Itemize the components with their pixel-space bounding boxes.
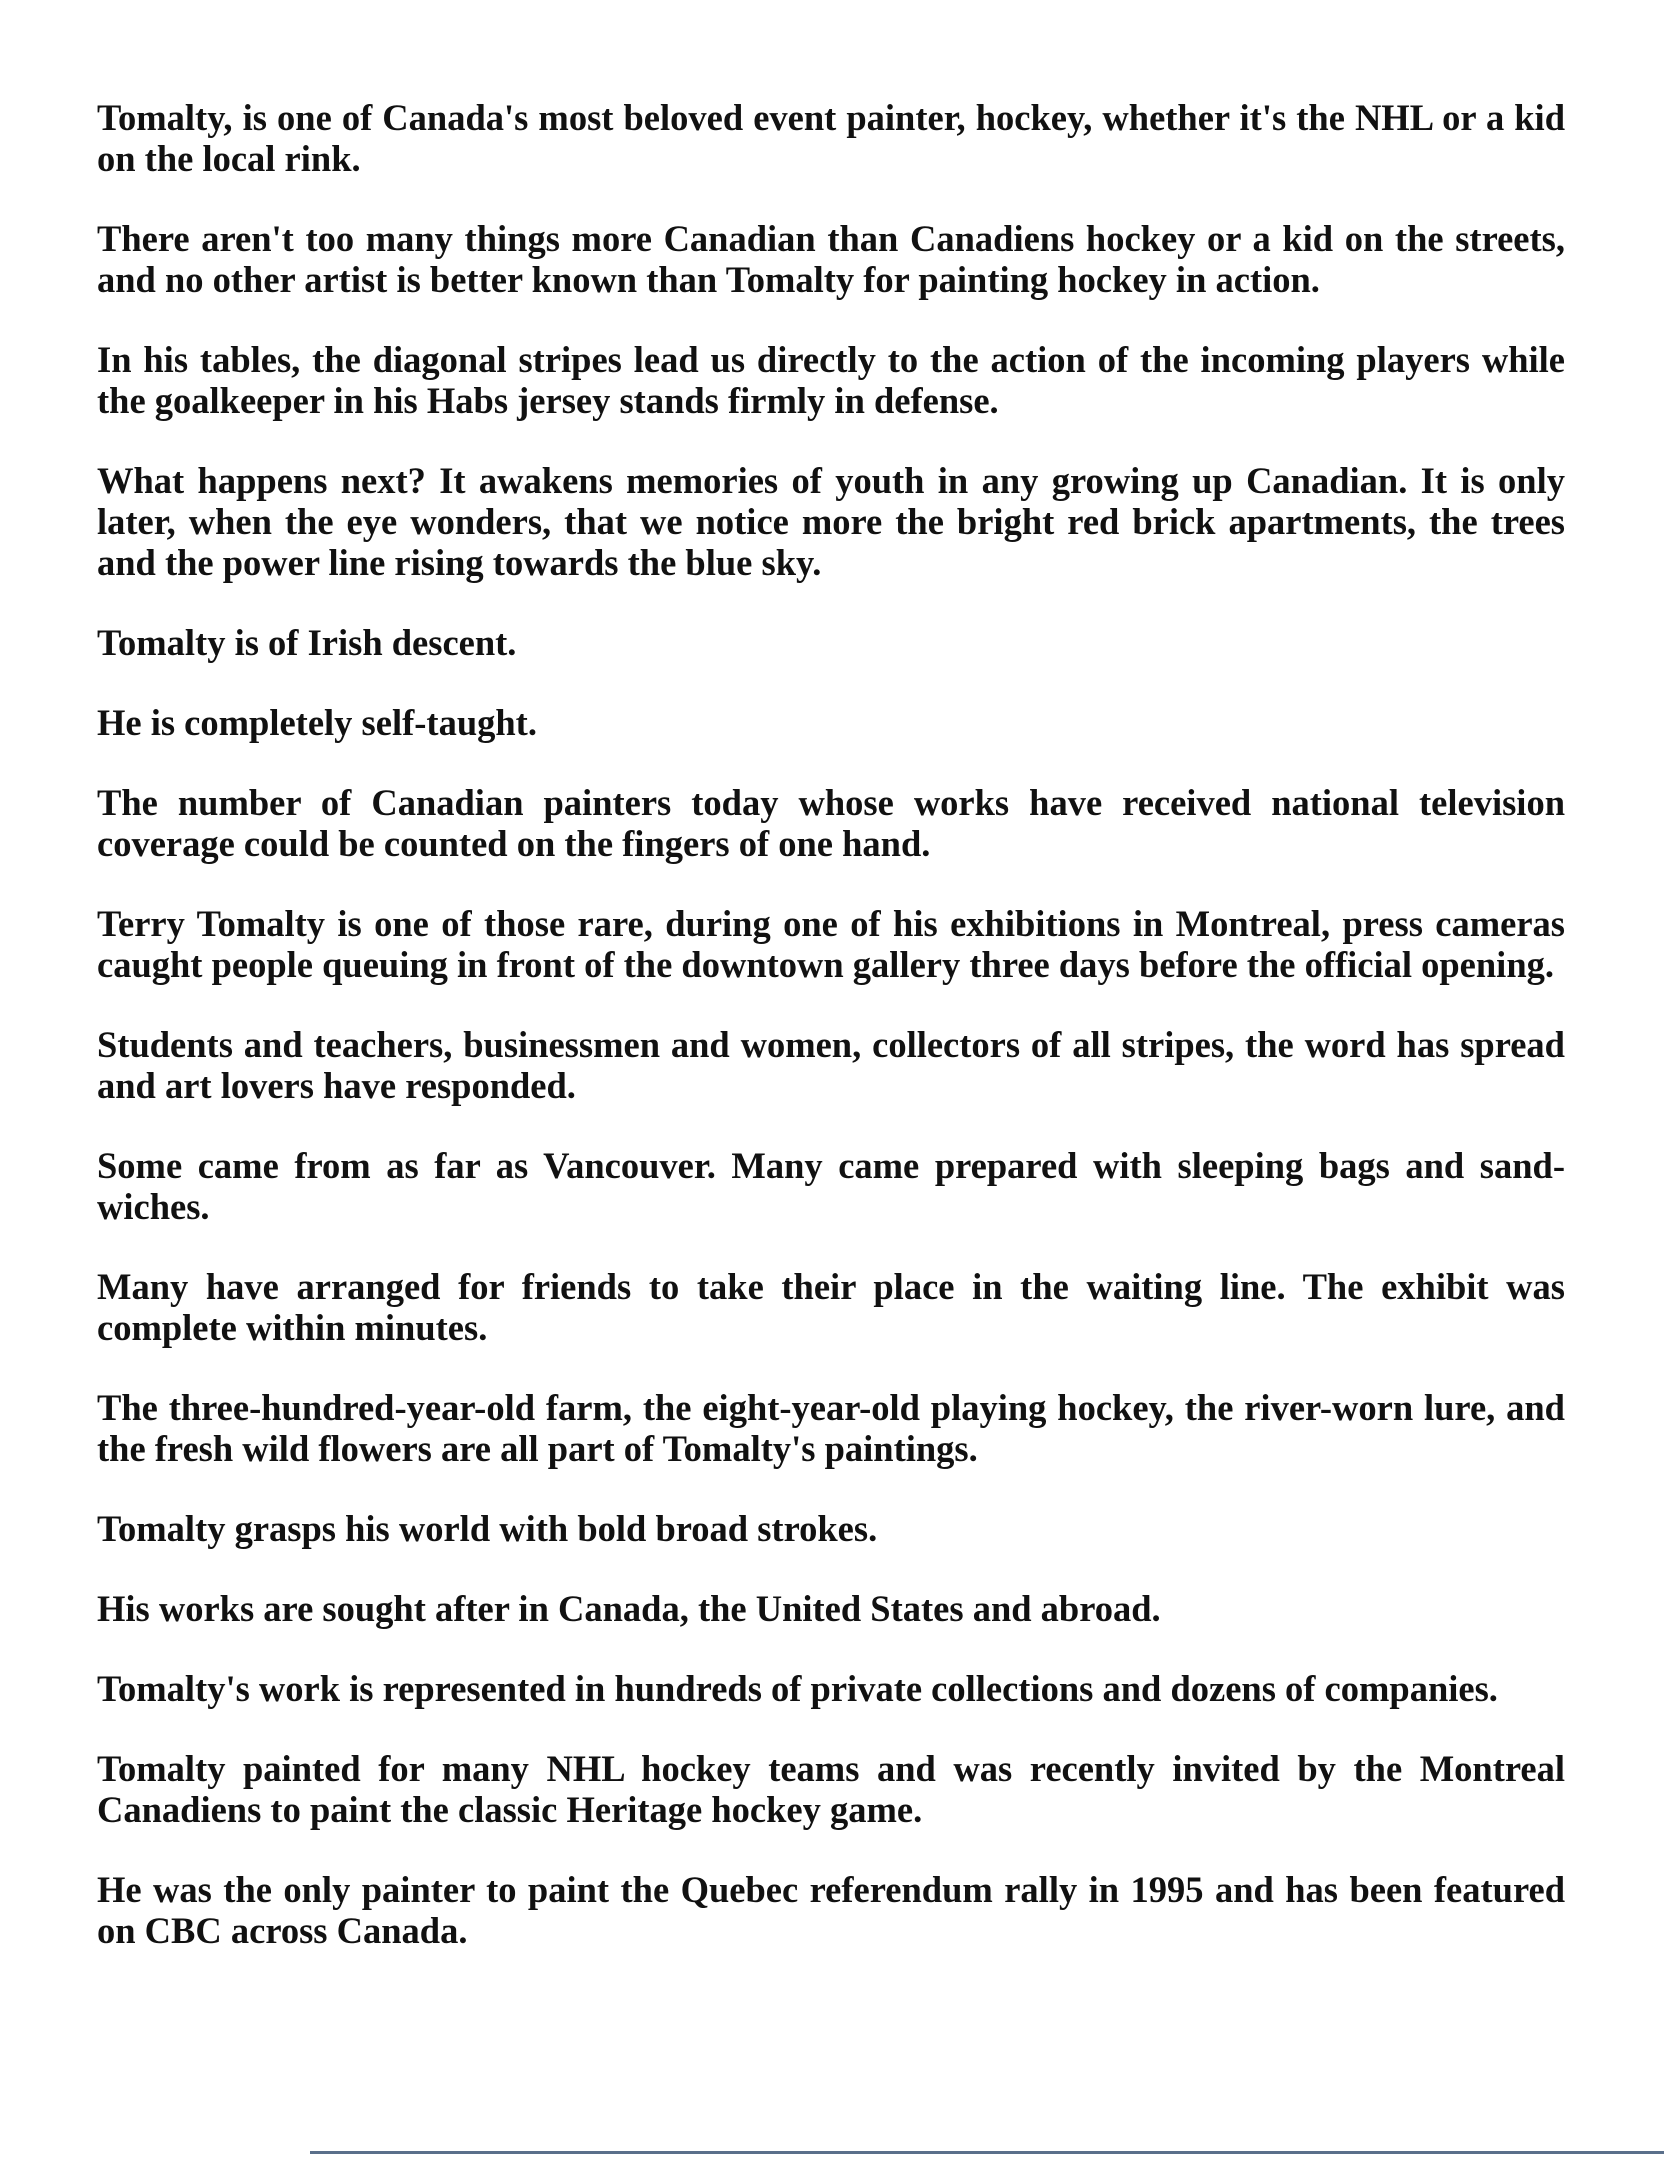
paragraph-montreal-exhibition: Terry Tomalty is one of those rare, during one of his exhibitions in Montreal, press cameras caught people queuing in front of the downtown gallery three days before the official opening. — [97, 903, 1565, 985]
paragraph-sought-after: His works are sought after in Canada, the United States and abroad. — [97, 1588, 1161, 1629]
paragraph-canadian-hockey: There aren't too many things more Canadian than Canadiens hockey or a kid on the streets, and no other artist is better known than Tomalty for painting hockey in action. — [97, 218, 1565, 300]
paragraph-waiting-line: Many have arranged for friends to take their place in the waiting line. The exhibit was complete within minutes. — [97, 1266, 1565, 1348]
paragraph-subjects: The three-hundred-year-old farm, the eight-year-old playing hockey, the river-worn lure, and the fresh wild flowers are all part of Tomalty's paintings. — [97, 1387, 1565, 1469]
body-text — [97, 97, 1565, 1990]
paragraph-collections: Tomalty's work is represented in hundreds of private collections and dozens of companies. — [97, 1668, 1498, 1709]
paragraph-irish-descent: Tomalty is of Irish descent. — [97, 622, 517, 663]
paragraph-tv-coverage: The number of Canadian painters today whose works have received national television coverage could be counted on the fingers of one hand. — [97, 782, 1565, 864]
bottom-edge-rule — [310, 2151, 1664, 2154]
paragraph-self-taught: He is completely self-taught. — [97, 702, 537, 743]
paragraph-bold-strokes: Tomalty grasps his world with bold broad strokes. — [97, 1508, 878, 1549]
paragraph-diagonal-stripes: In his tables, the diagonal stripes lead us directly to the action of the incoming players while the goalkeeper in his Habs jersey stands firmly in defense. — [97, 339, 1565, 421]
paragraph-referendum: He was the only painter to paint the Quebec referendum rally in 1995 and has been featured on CBC across Canada. — [97, 1869, 1565, 1951]
paragraph-memories: What happens next? It awakens memories of youth in any growing up Canadian. It is only later, when the eye wonders, that we notice more the bright red brick apartments, the trees and the power line rising towards the blue sky. — [97, 460, 1565, 583]
paragraph-intro: Tomalty, is one of Canada's most beloved event painter, hockey, whether it's the NHL or a kid on the local rink. — [97, 97, 1565, 179]
paragraph-art-lovers: Students and teachers, businessmen and women, collectors of all stripes, the word has spread and art lovers have responded. — [97, 1024, 1565, 1106]
paragraph-nhl-teams: Tomalty painted for many NHL hockey teams and was recently invited by the Montreal Canadiens to paint the classic Heritage hockey game. — [97, 1748, 1565, 1830]
paragraph-vancouver: Some came from as far as Vancouver. Many came prepared with sleeping bags and sandwiches. — [97, 1145, 1565, 1227]
